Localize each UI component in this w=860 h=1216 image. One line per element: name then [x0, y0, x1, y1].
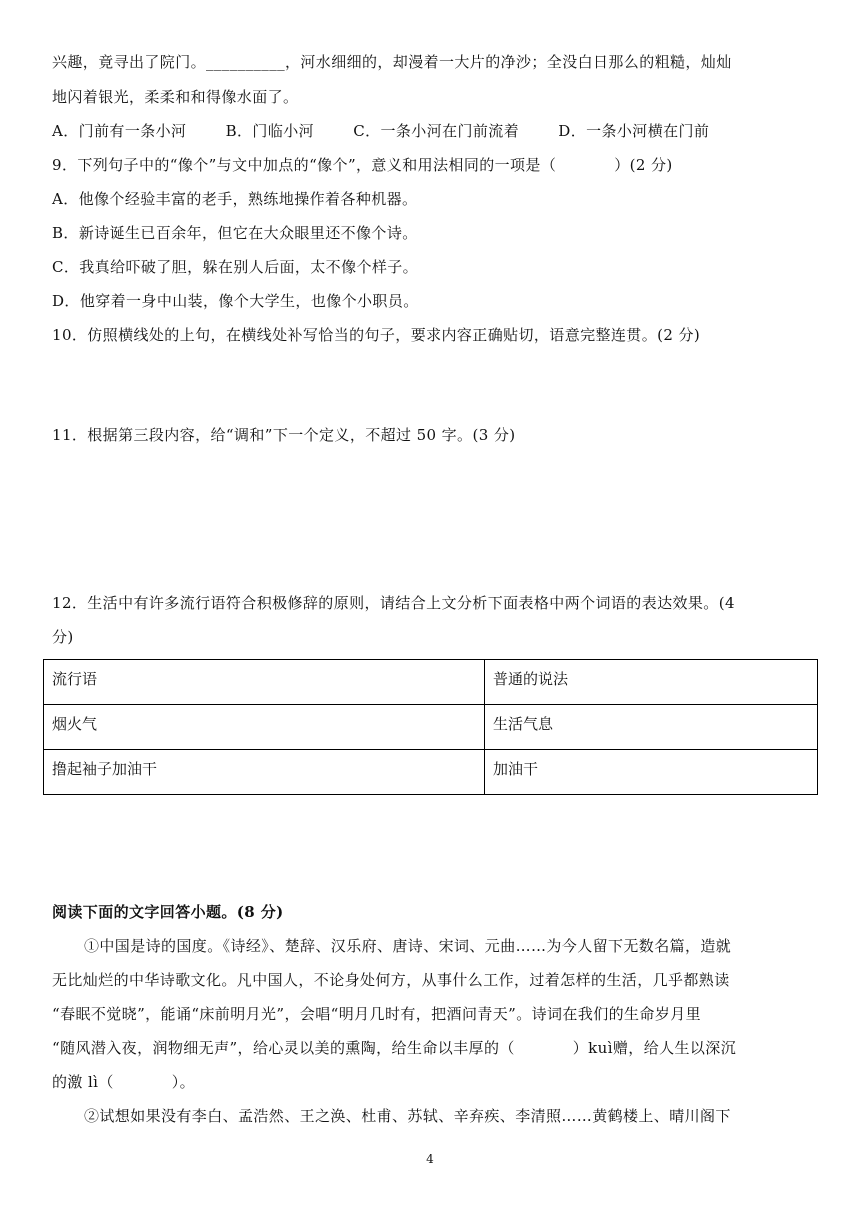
paragraph-line: ①中国是诗的国度。《诗经》、楚辞、汉乐府、唐诗、宋词、元曲……为今人留下无数名篇，造就 — [84, 937, 732, 955]
q8-option-b: B．门临小河 — [225, 122, 315, 140]
table-cell: 加油干 — [485, 750, 818, 795]
question-11: 11．根据第三段内容，给“调和”下一个定义，不超过 50 字。(3 分) — [52, 426, 516, 444]
text-segment: ）kuì赠，给人生以深沉 — [572, 1039, 737, 1057]
question-10: 10．仿照横线处的上句，在横线处补写恰当的句子，要求内容正确贴切，语意完整连贯。(2 分) — [52, 326, 701, 344]
q9-option-d: D．他穿着一身中山装，像个大学生，也像个小职员。 — [52, 292, 419, 310]
question-12-cont: 分) — [52, 628, 74, 646]
q9-option-b: B．新诗诞生已百余年，但它在大众眼里还不像个诗。 — [52, 224, 418, 242]
question-9 — [52, 155, 822, 175]
section-title: 阅读下面的文字回答小题。(8 分) — [52, 903, 284, 921]
table-cell: 烟火气 — [44, 705, 485, 750]
paragraph-line: 无比灿烂的中华诗歌文化。凡中国人，不论身处何方，从事什么工作，过着怎样的生活，几乎都熟读 — [52, 971, 730, 989]
passage-line: 地闪着银光，柔柔和和得像水面了。 — [52, 88, 299, 106]
table-row — [44, 660, 818, 705]
phrase-table — [43, 659, 818, 795]
q9-option-a: A．他像个经验丰富的老手，熟练地操作着各种机器。 — [52, 190, 418, 208]
q9-score: ）(2 分) — [614, 156, 673, 174]
table-row — [44, 750, 818, 795]
text-segment: 的激 lì（ — [52, 1073, 114, 1091]
q9-stem: 9．下列句子中的“像个”与文中加点的“像个”，意义和用法相同的一项是（ — [52, 156, 557, 174]
text-segment: ）。 — [171, 1073, 196, 1091]
table-row — [44, 705, 818, 750]
table-header-cell: 流行语 — [44, 660, 485, 705]
paragraph-line: “春眠不觉晓”，能诵“床前明月光”，会唱“明月几时有，把酒问青天”。诗词在我们的生命岁月里 — [52, 1005, 702, 1023]
q8-option-a: A．门前有一条小河 — [52, 122, 187, 140]
table-cell: 生活气息 — [485, 705, 818, 750]
text-segment: “随风潜入夜，润物细无声”，给心灵以美的熏陶，给生命以丰厚的（ — [52, 1039, 515, 1057]
paragraph-line — [52, 1072, 822, 1092]
table-cell: 撸起袖子加油干 — [44, 750, 485, 795]
paragraph-line — [52, 1038, 822, 1058]
page-number: 4 — [426, 1152, 434, 1166]
q8-option-c: C．一条小河在门前流着 — [353, 122, 520, 140]
paragraph-line: ②试想如果没有李白、孟浩然、王之涣、杜甫、苏轼、辛弃疾、李清照……黄鹤楼上、晴川阁下 — [84, 1107, 731, 1125]
q8-options — [52, 121, 822, 141]
table-header-cell: 普通的说法 — [485, 660, 818, 705]
passage-line: 兴趣，竟寻出了院门。__________，河水细细的，却漫着一大片的净沙；全没白日那么的粗糙，灿灿 — [52, 53, 732, 71]
question-12: 12．生活中有许多流行语符合积极修辞的原则，请结合上文分析下面表格中两个词语的表达效果。(4 — [52, 594, 735, 612]
q8-option-d: D．一条小河横在门前 — [558, 122, 710, 140]
q9-option-c: C．我真给吓破了胆，躲在别人后面，太不像个样子。 — [52, 258, 419, 276]
